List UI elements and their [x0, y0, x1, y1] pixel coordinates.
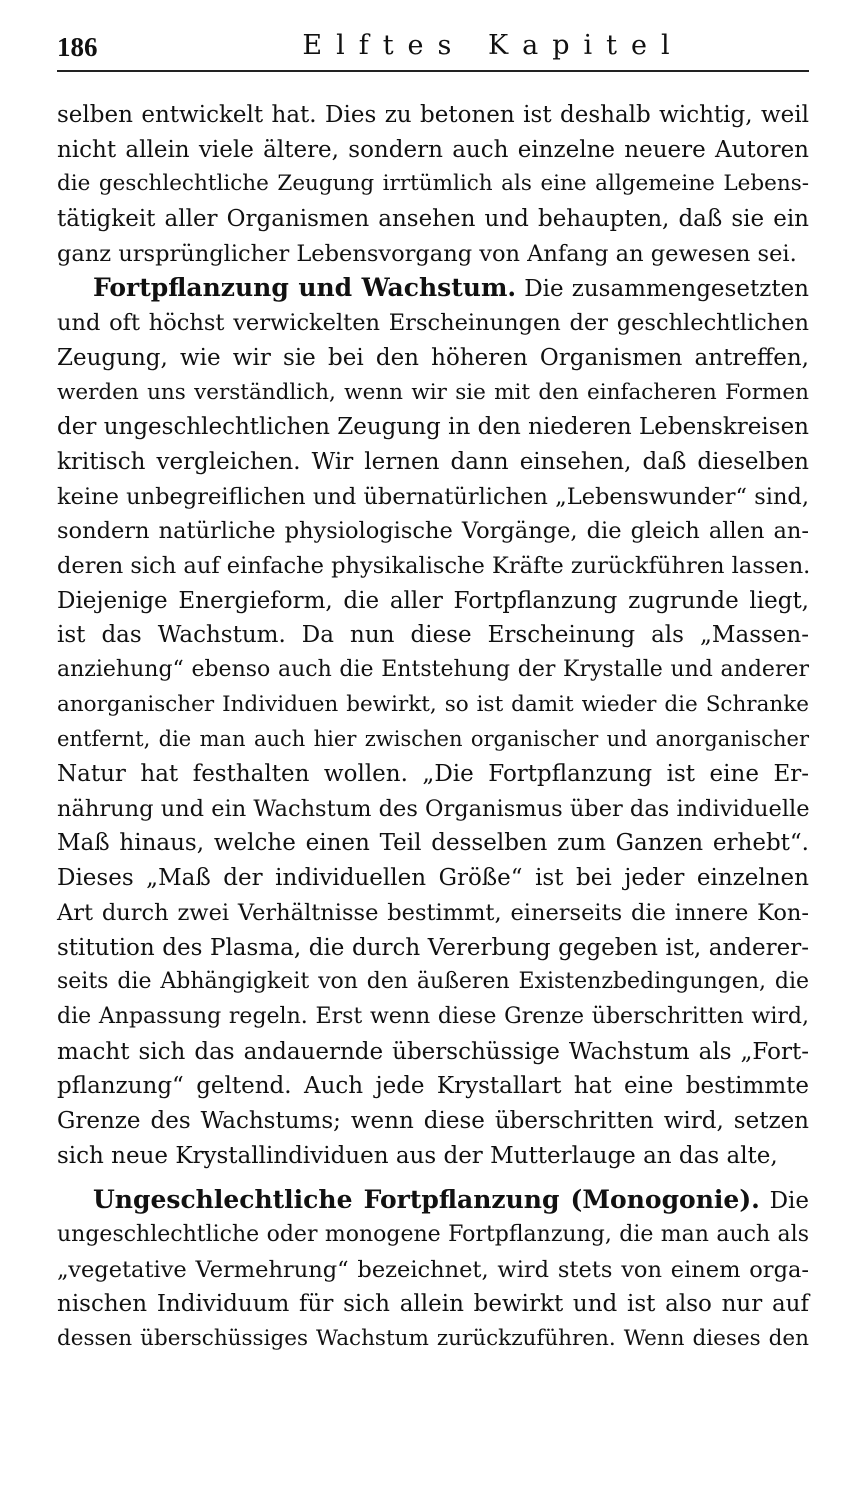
text-line: anorganischer Individuen bewirkt, so ist damit wieder die Schranke [57, 691, 809, 717]
text-line: Natur hat festhalten wollen. „Die Fortpflanzung ist eine Er- [57, 761, 809, 788]
running-chapter-title: Elftes Kapitel [302, 30, 684, 61]
text-line: die Anpassung regeln. Erst wenn diese Grenze überschritten wird, [57, 1003, 809, 1029]
text-line: macht sich das andauernde überschüssige Wachstum als „Fort- [57, 1038, 809, 1065]
text-line: Grenze des Wachstums; wenn diese überschritten wird, setzen [57, 1107, 809, 1134]
text-line: pflanzung“ geltend. Auch jede Krystallart hat eine bestimmte [57, 1073, 809, 1100]
text-line: Diejenige Energieform, die aller Fortpflanzung zugrunde liegt, [57, 587, 809, 614]
text-run: Die zusammengesetzten [524, 276, 809, 303]
text-line: werden uns verständlich, wenn wir sie mit den einfacheren Formen [57, 379, 809, 405]
text-line: sondern natürliche physiologische Vorgänge, die gleich allen an- [57, 518, 809, 545]
text-line [57, 1183, 809, 1218]
text-line: Zeugung, wie wir sie bei den höheren Organismen antreffen, [57, 344, 809, 371]
page-body [57, 98, 809, 1357]
page-number: 186 [57, 32, 98, 62]
section-heading: Fortpflanzung und Wachstum. [93, 273, 517, 303]
paragraph-fortpflanzung-und-wachstum [57, 271, 809, 1173]
text-line: Art durch zwei Verhältnisse bestimmt, einerseits die innere Kon- [57, 899, 809, 926]
text-line: ist das Wachstum. Da nun diese Erscheinung als „Massen- [57, 622, 809, 649]
section-heading: Ungeschlechtliche Fortpflanzung (Monogonie). [93, 1185, 760, 1215]
text-run: Die [769, 1188, 810, 1215]
text-line: kritisch vergleichen. Wir lernen dann einsehen, daß dieselben [57, 448, 809, 475]
text-line: „vegetative Vermehrung“ bezeichnet, wird stets von einem orga- [57, 1256, 809, 1283]
text-line: ganz ursprünglicher Lebensvorgang von Anfang an gewesen sei. [57, 240, 797, 267]
text-line: stitution des Plasma, die durch Vererbung gegeben ist, anderer- [57, 934, 809, 961]
text-line: Maß hinaus, welche einen Teil desselben zum Ganzen erhebt“. [57, 830, 809, 857]
text-line: nischen Individuum für sich allein bewirkt und ist also nur auf [57, 1291, 809, 1318]
text-line: dessen überschüssiges Wachstum zurückzuführen. Wenn dieses den [57, 1326, 809, 1352]
text-line [57, 271, 809, 306]
text-line: nicht allein viele ältere, sondern auch einzelne neuere Autoren [57, 136, 809, 163]
page-header [57, 30, 809, 72]
text-line: ungeschlechtliche oder monogene Fortpflanzung, die man auch als [57, 1222, 809, 1247]
text-line: sich neue Krystallindividuen aus der Mutterlauge an das alte, [57, 1142, 778, 1169]
text-line: und oft höchst verwickelten Erscheinungen der geschlechtlichen [57, 310, 809, 337]
text-line: keine unbegreiflichen und übernatürlichen „Lebenswunder“ sind, [57, 483, 809, 510]
paragraph-continuation [57, 98, 809, 271]
text-line: deren sich auf einfache physikalische Kräfte zurückführen lassen. [57, 552, 811, 579]
text-line: die geschlechtliche Zeugung irrtümlich als eine allgemeine Lebens- [57, 171, 809, 197]
text-line: entfernt, die man auch hier zwischen organischer und anorganischer [57, 727, 809, 752]
text-line: Dieses „Maß der individuellen Größe“ ist bei jeder einzelnen [57, 865, 809, 892]
paragraph-ungeschlechtliche-fortpflanzung [57, 1183, 809, 1356]
text-line: seits die Abhängigkeit von den äußeren Existenzbedingungen, die [57, 969, 809, 995]
text-line: anziehung“ ebenso auch die Entstehung der Krystalle und anderer [57, 657, 809, 682]
text-line: der ungeschlechtlichen Zeugung in den niederen Lebenskreisen [57, 414, 809, 441]
text-line: selben entwickelt hat. Dies zu betonen ist deshalb wichtig, weil [57, 102, 809, 128]
text-line: nährung und ein Wachstum des Organismus über das individuelle [57, 795, 810, 822]
text-line: tätigkeit aller Organismen ansehen und behaupten, daß sie ein [57, 206, 809, 233]
